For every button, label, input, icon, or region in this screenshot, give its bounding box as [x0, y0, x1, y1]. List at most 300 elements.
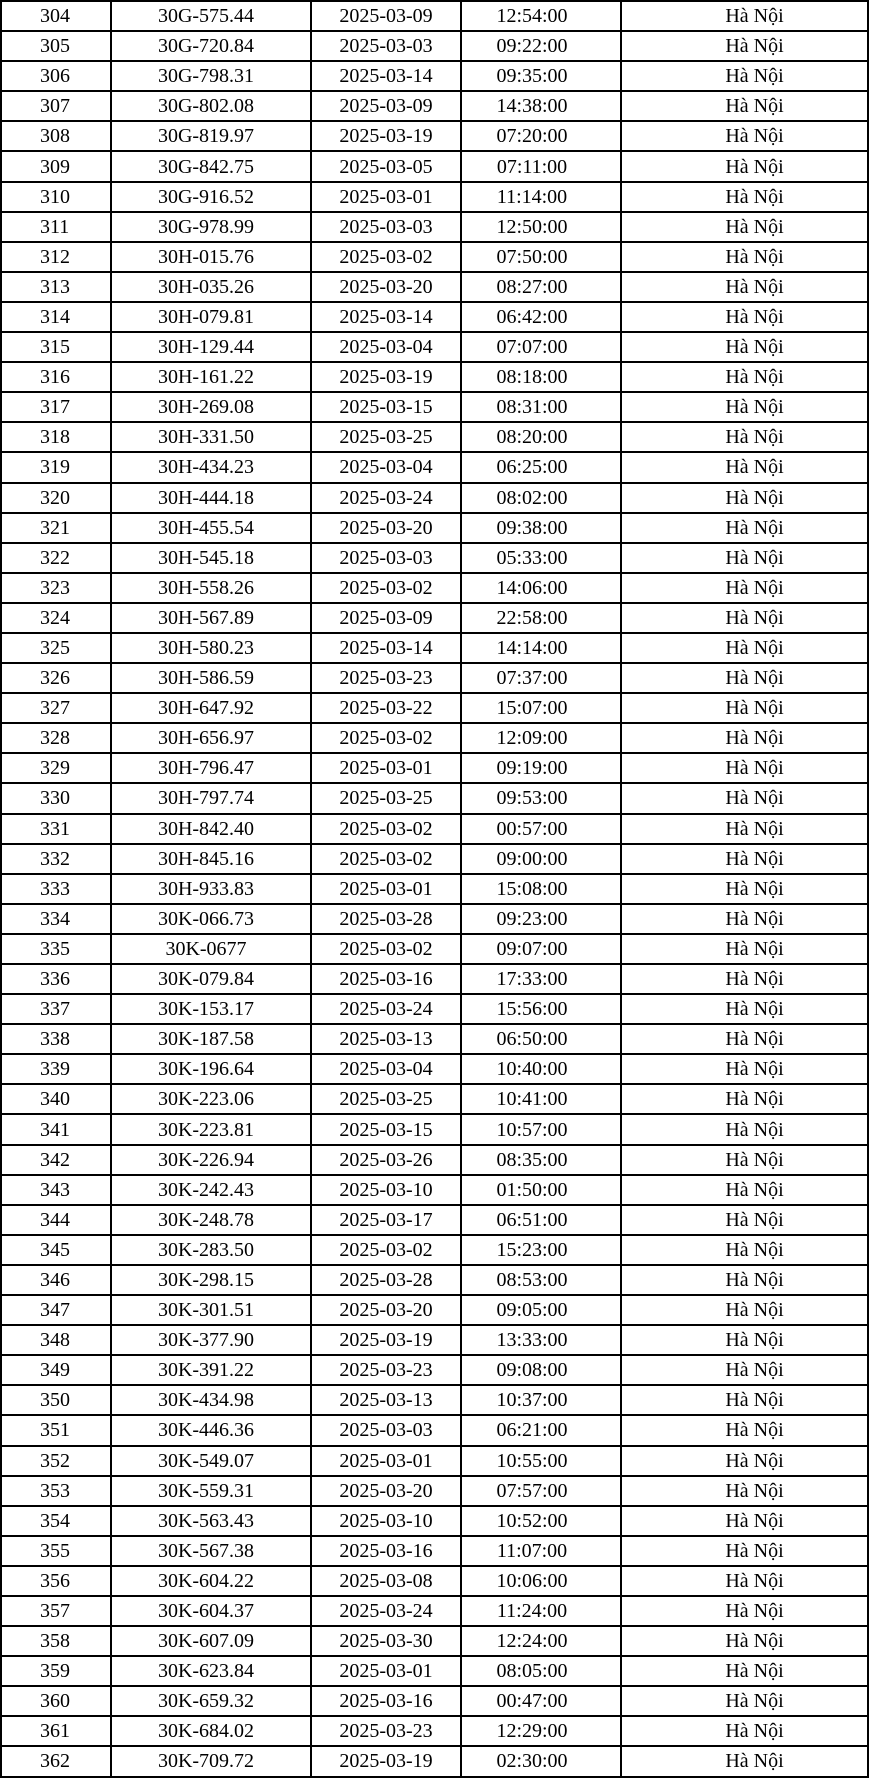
table-row	[1, 633, 868, 663]
time-cell: 05:33:00	[461, 543, 621, 573]
date-cell: 2025-03-14	[311, 61, 461, 91]
time-cell: 07:20:00	[461, 121, 621, 151]
location-cell: Hà Nội	[621, 1746, 868, 1776]
row-number-cell: 337	[1, 994, 111, 1024]
location-cell: Hà Nội	[621, 814, 868, 844]
license-plate-cell: 30H-035.26	[111, 272, 311, 302]
license-plate-cell: 30K-223.06	[111, 1084, 311, 1114]
location-cell: Hà Nội	[621, 1205, 868, 1235]
location-cell: Hà Nội	[621, 1295, 868, 1325]
date-cell: 2025-03-09	[311, 1, 461, 31]
time-cell: 08:20:00	[461, 422, 621, 452]
license-plate-cell: 30K-709.72	[111, 1746, 311, 1776]
table-row	[1, 964, 868, 994]
date-cell: 2025-03-02	[311, 1235, 461, 1265]
row-number-cell: 360	[1, 1686, 111, 1716]
date-cell: 2025-03-03	[311, 543, 461, 573]
location-cell: Hà Nội	[621, 1446, 868, 1476]
date-cell: 2025-03-23	[311, 1355, 461, 1385]
table-row	[1, 61, 868, 91]
location-cell: Hà Nội	[621, 783, 868, 813]
table-row	[1, 302, 868, 332]
location-cell: Hà Nội	[621, 543, 868, 573]
location-cell: Hà Nội	[621, 513, 868, 543]
location-cell: Hà Nội	[621, 1385, 868, 1415]
row-number-cell: 353	[1, 1476, 111, 1506]
location-cell: Hà Nội	[621, 392, 868, 422]
row-number-cell: 346	[1, 1265, 111, 1295]
location-cell: Hà Nội	[621, 362, 868, 392]
location-cell: Hà Nội	[621, 964, 868, 994]
date-cell: 2025-03-20	[311, 1476, 461, 1506]
location-cell: Hà Nội	[621, 1235, 868, 1265]
table-row	[1, 332, 868, 362]
table-row	[1, 1385, 868, 1415]
location-cell: Hà Nội	[621, 753, 868, 783]
time-cell: 07:57:00	[461, 1476, 621, 1506]
date-cell: 2025-03-05	[311, 151, 461, 181]
date-cell: 2025-03-10	[311, 1506, 461, 1536]
row-number-cell: 340	[1, 1084, 111, 1114]
table-row	[1, 904, 868, 934]
table-row	[1, 452, 868, 482]
date-cell: 2025-03-19	[311, 362, 461, 392]
location-cell: Hà Nội	[621, 272, 868, 302]
row-number-cell: 325	[1, 633, 111, 663]
table-row	[1, 1415, 868, 1445]
time-cell: 08:53:00	[461, 1265, 621, 1295]
license-plate-cell: 30G-842.75	[111, 151, 311, 181]
time-cell: 12:29:00	[461, 1716, 621, 1746]
date-cell: 2025-03-03	[311, 212, 461, 242]
license-plate-cell: 30H-567.89	[111, 603, 311, 633]
row-number-cell: 316	[1, 362, 111, 392]
time-cell: 10:37:00	[461, 1385, 621, 1415]
row-number-cell: 350	[1, 1385, 111, 1415]
table-row	[1, 151, 868, 181]
row-number-cell: 317	[1, 392, 111, 422]
license-plate-cell: 30K-242.43	[111, 1175, 311, 1205]
location-cell: Hà Nội	[621, 1506, 868, 1536]
row-number-cell: 359	[1, 1656, 111, 1686]
table-row	[1, 1235, 868, 1265]
time-cell: 15:56:00	[461, 994, 621, 1024]
time-cell: 08:18:00	[461, 362, 621, 392]
location-cell: Hà Nội	[621, 31, 868, 61]
row-number-cell: 326	[1, 663, 111, 693]
time-cell: 10:40:00	[461, 1054, 621, 1084]
time-cell: 08:31:00	[461, 392, 621, 422]
table-row	[1, 91, 868, 121]
date-cell: 2025-03-02	[311, 573, 461, 603]
row-number-cell: 351	[1, 1415, 111, 1445]
table-row	[1, 1024, 868, 1054]
license-plate-cell: 30K-066.73	[111, 904, 311, 934]
row-number-cell: 327	[1, 693, 111, 723]
table-row	[1, 1506, 868, 1536]
row-number-cell: 307	[1, 91, 111, 121]
row-number-cell: 311	[1, 212, 111, 242]
row-number-cell: 357	[1, 1596, 111, 1626]
date-cell: 2025-03-30	[311, 1626, 461, 1656]
row-number-cell: 345	[1, 1235, 111, 1265]
row-number-cell: 310	[1, 182, 111, 212]
time-cell: 08:02:00	[461, 483, 621, 513]
time-cell: 14:38:00	[461, 91, 621, 121]
time-cell: 15:08:00	[461, 874, 621, 904]
time-cell: 06:42:00	[461, 302, 621, 332]
location-cell: Hà Nội	[621, 1536, 868, 1566]
location-cell: Hà Nội	[621, 904, 868, 934]
license-plate-cell: 30K-079.84	[111, 964, 311, 994]
date-cell: 2025-03-15	[311, 1114, 461, 1144]
license-plate-cell: 30H-079.81	[111, 302, 311, 332]
table-row	[1, 242, 868, 272]
row-number-cell: 319	[1, 452, 111, 482]
license-plate-cell: 30K-604.22	[111, 1566, 311, 1596]
location-cell: Hà Nội	[621, 1566, 868, 1596]
date-cell: 2025-03-16	[311, 1536, 461, 1566]
row-number-cell: 320	[1, 483, 111, 513]
date-cell: 2025-03-04	[311, 452, 461, 482]
location-cell: Hà Nội	[621, 934, 868, 964]
date-cell: 2025-03-02	[311, 242, 461, 272]
location-cell: Hà Nội	[621, 302, 868, 332]
location-cell: Hà Nội	[621, 723, 868, 753]
location-cell: Hà Nội	[621, 1716, 868, 1746]
time-cell: 12:54:00	[461, 1, 621, 31]
time-cell: 12:50:00	[461, 212, 621, 242]
date-cell: 2025-03-26	[311, 1145, 461, 1175]
row-number-cell: 323	[1, 573, 111, 603]
row-number-cell: 347	[1, 1295, 111, 1325]
license-plate-cell: 30H-558.26	[111, 573, 311, 603]
date-cell: 2025-03-28	[311, 904, 461, 934]
row-number-cell: 356	[1, 1566, 111, 1596]
time-cell: 08:05:00	[461, 1656, 621, 1686]
time-cell: 09:05:00	[461, 1295, 621, 1325]
row-number-cell: 330	[1, 783, 111, 813]
date-cell: 2025-03-02	[311, 723, 461, 753]
date-cell: 2025-03-23	[311, 663, 461, 693]
table-row	[1, 1325, 868, 1355]
date-cell: 2025-03-16	[311, 1686, 461, 1716]
row-number-cell: 336	[1, 964, 111, 994]
location-cell: Hà Nội	[621, 121, 868, 151]
license-plate-cell: 30H-331.50	[111, 422, 311, 452]
date-cell: 2025-03-10	[311, 1175, 461, 1205]
date-cell: 2025-03-17	[311, 1205, 461, 1235]
table-row	[1, 513, 868, 543]
date-cell: 2025-03-24	[311, 994, 461, 1024]
location-cell: Hà Nội	[621, 452, 868, 482]
license-plate-cell: 30K-377.90	[111, 1325, 311, 1355]
location-cell: Hà Nội	[621, 994, 868, 1024]
license-plate-cell: 30H-455.54	[111, 513, 311, 543]
location-cell: Hà Nội	[621, 1656, 868, 1686]
row-number-cell: 322	[1, 543, 111, 573]
table-row	[1, 182, 868, 212]
table-row	[1, 783, 868, 813]
location-cell: Hà Nội	[621, 1596, 868, 1626]
location-cell: Hà Nội	[621, 1145, 868, 1175]
license-plate-cell: 30H-647.92	[111, 693, 311, 723]
license-plate-cell: 30K-226.94	[111, 1145, 311, 1175]
row-number-cell: 344	[1, 1205, 111, 1235]
time-cell: 10:55:00	[461, 1446, 621, 1476]
date-cell: 2025-03-20	[311, 1295, 461, 1325]
time-cell: 09:07:00	[461, 934, 621, 964]
date-cell: 2025-03-22	[311, 693, 461, 723]
license-plate-cell: 30H-269.08	[111, 392, 311, 422]
date-cell: 2025-03-03	[311, 1415, 461, 1445]
location-cell: Hà Nội	[621, 332, 868, 362]
license-plate-cell: 30H-129.44	[111, 332, 311, 362]
license-plate-cell: 30H-444.18	[111, 483, 311, 513]
row-number-cell: 339	[1, 1054, 111, 1084]
location-cell: Hà Nội	[621, 874, 868, 904]
row-number-cell: 349	[1, 1355, 111, 1385]
table-row	[1, 1596, 868, 1626]
time-cell: 10:52:00	[461, 1506, 621, 1536]
row-number-cell: 331	[1, 814, 111, 844]
table-row	[1, 1175, 868, 1205]
location-cell: Hà Nội	[621, 844, 868, 874]
location-cell: Hà Nội	[621, 633, 868, 663]
license-plate-cell: 30K-301.51	[111, 1295, 311, 1325]
date-cell: 2025-03-14	[311, 633, 461, 663]
time-cell: 07:07:00	[461, 332, 621, 362]
time-cell: 14:14:00	[461, 633, 621, 663]
table-row	[1, 663, 868, 693]
table-row	[1, 1084, 868, 1114]
date-cell: 2025-03-08	[311, 1566, 461, 1596]
time-cell: 06:25:00	[461, 452, 621, 482]
location-cell: Hà Nội	[621, 1476, 868, 1506]
table-row	[1, 1656, 868, 1686]
table-row	[1, 1054, 868, 1084]
location-cell: Hà Nội	[621, 91, 868, 121]
table-row	[1, 723, 868, 753]
time-cell: 12:09:00	[461, 723, 621, 753]
row-number-cell: 305	[1, 31, 111, 61]
date-cell: 2025-03-23	[311, 1716, 461, 1746]
license-plate-cell: 30H-586.59	[111, 663, 311, 693]
license-plate-cell: 30K-153.17	[111, 994, 311, 1024]
time-cell: 08:35:00	[461, 1145, 621, 1175]
license-plate-cell: 30K-0677	[111, 934, 311, 964]
row-number-cell: 306	[1, 61, 111, 91]
table-row	[1, 1566, 868, 1596]
time-cell: 12:24:00	[461, 1626, 621, 1656]
table-row	[1, 1205, 868, 1235]
license-plate-cell: 30G-978.99	[111, 212, 311, 242]
time-cell: 09:53:00	[461, 783, 621, 813]
table-row	[1, 543, 868, 573]
location-cell: Hà Nội	[621, 182, 868, 212]
license-plate-cell: 30K-607.09	[111, 1626, 311, 1656]
license-plate-cell: 30H-845.16	[111, 844, 311, 874]
row-number-cell: 362	[1, 1746, 111, 1776]
time-cell: 06:50:00	[461, 1024, 621, 1054]
license-plate-cell: 30K-298.15	[111, 1265, 311, 1295]
row-number-cell: 308	[1, 121, 111, 151]
row-number-cell: 324	[1, 603, 111, 633]
table-row	[1, 272, 868, 302]
date-cell: 2025-03-04	[311, 1054, 461, 1084]
license-plate-cell: 30K-604.37	[111, 1596, 311, 1626]
time-cell: 07:11:00	[461, 151, 621, 181]
date-cell: 2025-03-13	[311, 1385, 461, 1415]
date-cell: 2025-03-01	[311, 182, 461, 212]
table-row	[1, 422, 868, 452]
table-row	[1, 1536, 868, 1566]
time-cell: 06:51:00	[461, 1205, 621, 1235]
date-cell: 2025-03-25	[311, 783, 461, 813]
location-cell: Hà Nội	[621, 1325, 868, 1355]
location-cell: Hà Nội	[621, 573, 868, 603]
row-number-cell: 343	[1, 1175, 111, 1205]
license-plate-cell: 30K-196.64	[111, 1054, 311, 1084]
row-number-cell: 318	[1, 422, 111, 452]
location-cell: Hà Nội	[621, 483, 868, 513]
row-number-cell: 332	[1, 844, 111, 874]
date-cell: 2025-03-03	[311, 31, 461, 61]
row-number-cell: 355	[1, 1536, 111, 1566]
time-cell: 09:00:00	[461, 844, 621, 874]
license-plate-cell: 30G-798.31	[111, 61, 311, 91]
time-cell: 15:07:00	[461, 693, 621, 723]
time-cell: 00:57:00	[461, 814, 621, 844]
license-plate-cell: 30K-559.31	[111, 1476, 311, 1506]
time-cell: 17:33:00	[461, 964, 621, 994]
license-plate-cell: 30G-720.84	[111, 31, 311, 61]
row-number-cell: 304	[1, 1, 111, 31]
license-plate-cell: 30H-797.74	[111, 783, 311, 813]
location-cell: Hà Nội	[621, 663, 868, 693]
license-plate-cell: 30H-656.97	[111, 723, 311, 753]
location-cell: Hà Nội	[621, 1084, 868, 1114]
row-number-cell: 315	[1, 332, 111, 362]
date-cell: 2025-03-25	[311, 422, 461, 452]
license-plate-cell: 30G-575.44	[111, 1, 311, 31]
time-cell: 14:06:00	[461, 573, 621, 603]
license-plate-cell: 30H-796.47	[111, 753, 311, 783]
license-plate-cell: 30K-248.78	[111, 1205, 311, 1235]
date-cell: 2025-03-09	[311, 91, 461, 121]
time-cell: 07:37:00	[461, 663, 621, 693]
date-cell: 2025-03-02	[311, 934, 461, 964]
license-plate-cell: 30K-187.58	[111, 1024, 311, 1054]
time-cell: 02:30:00	[461, 1746, 621, 1776]
row-number-cell: 329	[1, 753, 111, 783]
location-cell: Hà Nội	[621, 1175, 868, 1205]
time-cell: 13:33:00	[461, 1325, 621, 1355]
license-plate-cell: 30H-580.23	[111, 633, 311, 663]
row-number-cell: 328	[1, 723, 111, 753]
location-cell: Hà Nội	[621, 1, 868, 31]
row-number-cell: 309	[1, 151, 111, 181]
row-number-cell: 334	[1, 904, 111, 934]
date-cell: 2025-03-19	[311, 121, 461, 151]
row-number-cell: 354	[1, 1506, 111, 1536]
time-cell: 10:06:00	[461, 1566, 621, 1596]
license-plate-cell: 30H-545.18	[111, 543, 311, 573]
row-number-cell: 352	[1, 1446, 111, 1476]
table-row	[1, 392, 868, 422]
time-cell: 06:21:00	[461, 1415, 621, 1445]
table-row	[1, 212, 868, 242]
row-number-cell: 335	[1, 934, 111, 964]
row-number-cell: 321	[1, 513, 111, 543]
row-number-cell: 333	[1, 874, 111, 904]
table-row	[1, 1446, 868, 1476]
date-cell: 2025-03-24	[311, 1596, 461, 1626]
date-cell: 2025-03-20	[311, 272, 461, 302]
time-cell: 09:22:00	[461, 31, 621, 61]
date-cell: 2025-03-28	[311, 1265, 461, 1295]
license-plate-cell: 30K-446.36	[111, 1415, 311, 1445]
license-plate-cell: 30H-015.76	[111, 242, 311, 272]
row-number-cell: 342	[1, 1145, 111, 1175]
license-plate-cell: 30G-916.52	[111, 182, 311, 212]
license-plate-cell: 30H-933.83	[111, 874, 311, 904]
date-cell: 2025-03-01	[311, 1446, 461, 1476]
time-cell: 11:07:00	[461, 1536, 621, 1566]
location-cell: Hà Nội	[621, 603, 868, 633]
license-plate-cell: 30K-283.50	[111, 1235, 311, 1265]
time-cell: 09:38:00	[461, 513, 621, 543]
location-cell: Hà Nội	[621, 242, 868, 272]
license-plate-cell: 30K-549.07	[111, 1446, 311, 1476]
table-row	[1, 1, 868, 31]
table-row	[1, 753, 868, 783]
row-number-cell: 314	[1, 302, 111, 332]
table-row	[1, 934, 868, 964]
table-row	[1, 573, 868, 603]
table-row	[1, 1746, 868, 1776]
location-cell: Hà Nội	[621, 212, 868, 242]
date-cell: 2025-03-14	[311, 302, 461, 332]
table-row	[1, 1145, 868, 1175]
date-cell: 2025-03-13	[311, 1024, 461, 1054]
location-cell: Hà Nội	[621, 61, 868, 91]
date-cell: 2025-03-02	[311, 844, 461, 874]
table-row	[1, 1626, 868, 1656]
time-cell: 08:27:00	[461, 272, 621, 302]
time-cell: 11:24:00	[461, 1596, 621, 1626]
license-plate-cell: 30H-434.23	[111, 452, 311, 482]
license-plate-cell: 30H-161.22	[111, 362, 311, 392]
row-number-cell: 313	[1, 272, 111, 302]
license-plate-cell: 30K-434.98	[111, 1385, 311, 1415]
license-plate-cell: 30G-819.97	[111, 121, 311, 151]
time-cell: 15:23:00	[461, 1235, 621, 1265]
table-row	[1, 1716, 868, 1746]
table-row	[1, 844, 868, 874]
table-row	[1, 1114, 868, 1144]
date-cell: 2025-03-04	[311, 332, 461, 362]
date-cell: 2025-03-20	[311, 513, 461, 543]
license-plate-cell: 30H-842.40	[111, 814, 311, 844]
table-row	[1, 693, 868, 723]
date-cell: 2025-03-02	[311, 814, 461, 844]
table-row	[1, 483, 868, 513]
location-cell: Hà Nội	[621, 1265, 868, 1295]
license-plate-cell: 30K-567.38	[111, 1536, 311, 1566]
location-cell: Hà Nội	[621, 1686, 868, 1716]
location-cell: Hà Nội	[621, 422, 868, 452]
